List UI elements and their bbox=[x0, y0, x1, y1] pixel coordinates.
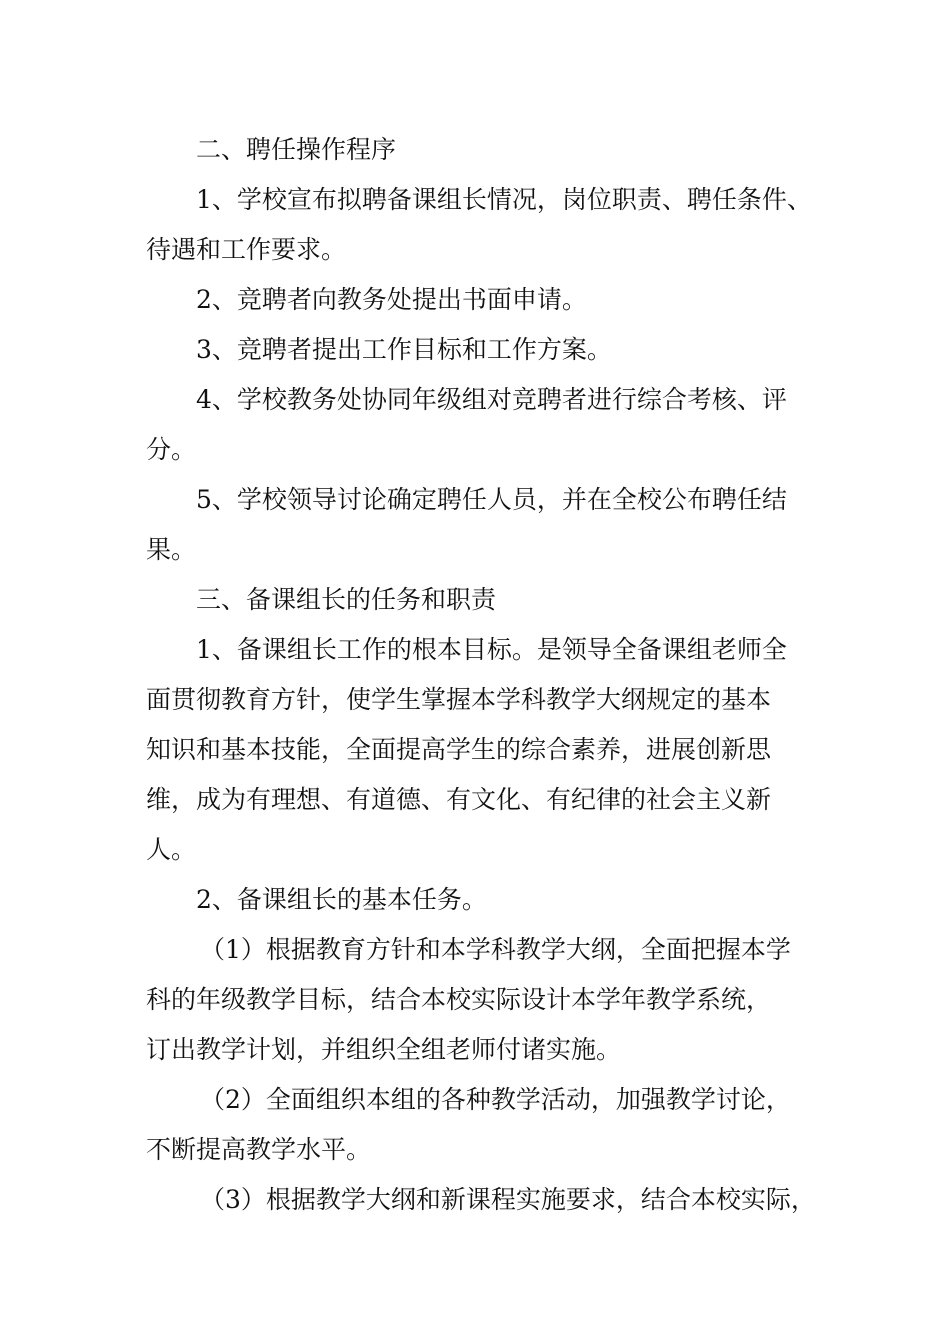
text-line: （3）根据教学大纲和新课程实施要求，结合本校实际， bbox=[200, 1185, 816, 1214]
text-line: 4、学校教务处协同年级组对竞聘者进行综合考核、评 bbox=[196, 385, 787, 414]
text-line: 果。 bbox=[146, 535, 197, 564]
text-line: （1）根据教育方针和本学科教学大纲，全面把握本学 bbox=[200, 935, 791, 964]
text-line: 二、聘任操作程序 bbox=[196, 135, 397, 164]
paragraph-task-3 bbox=[146, 1175, 816, 1225]
text-line: 科的年级教学目标，结合本校实际设计本学年教学系统， bbox=[146, 985, 772, 1014]
text-line: 3、竞聘者提出工作目标和工作方案。 bbox=[196, 335, 612, 364]
text-line: 人。 bbox=[146, 835, 197, 864]
text-line: 分。 bbox=[146, 435, 197, 464]
text-line: 1、学校宣布拟聘备课组长情况，岗位职责、聘任条件、 bbox=[196, 185, 812, 214]
paragraph-goal bbox=[146, 625, 816, 875]
text-line: 不断提高教学水平。 bbox=[146, 1135, 372, 1164]
paragraph-item-1 bbox=[146, 175, 816, 275]
text-line: 2、备课组长的基本任务。 bbox=[196, 885, 487, 914]
text-line: 待遇和工作要求。 bbox=[146, 235, 347, 264]
paragraph-item-2 bbox=[146, 275, 816, 325]
section-heading-2 bbox=[146, 125, 816, 175]
text-line: 面贯彻教育方针，使学生掌握本学科教学大纲规定的基本 bbox=[146, 685, 772, 714]
paragraph-basic-tasks bbox=[146, 875, 816, 925]
section-heading-3 bbox=[146, 575, 816, 625]
text-line: 5、学校领导讨论确定聘任人员，并在全校公布聘任结 bbox=[196, 485, 787, 514]
text-line: （2）全面组织本组的各种教学活动，加强教学讨论， bbox=[200, 1085, 791, 1114]
text-line: 知识和基本技能，全面提高学生的综合素养，进展创新思 bbox=[146, 735, 772, 764]
paragraph-task-1 bbox=[146, 925, 816, 1075]
text-line: 1、备课组长工作的根本目标。是领导全备课组老师全 bbox=[196, 635, 787, 664]
text-line: 订出教学计划，并组织全组老师付诸实施。 bbox=[146, 1035, 622, 1064]
text-line: 2、竞聘者向教务处提出书面申请。 bbox=[196, 285, 587, 314]
paragraph-item-5 bbox=[146, 475, 816, 575]
text-line: 三、备课组长的任务和职责 bbox=[196, 585, 497, 614]
paragraph-item-4 bbox=[146, 375, 816, 475]
paragraph-task-2 bbox=[146, 1075, 816, 1175]
paragraph-item-3 bbox=[146, 325, 816, 375]
text-line: 维，成为有理想、有道德、有文化、有纪律的社会主义新 bbox=[146, 785, 772, 814]
